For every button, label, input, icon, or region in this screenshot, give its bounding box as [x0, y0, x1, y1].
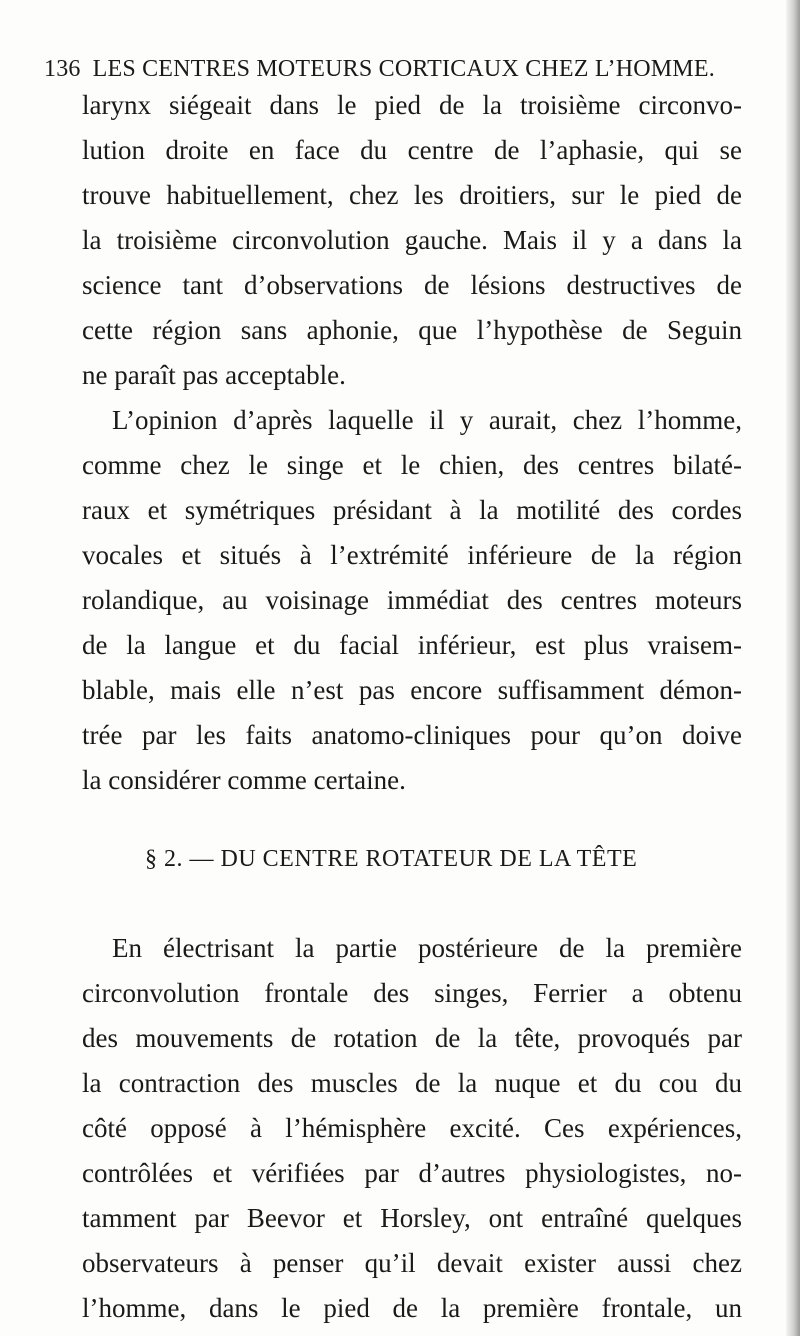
- text-line: comme chez le singe et le chien, des centres bilaté-: [82, 450, 742, 480]
- page-edge-shadow: [786, 0, 800, 1336]
- text-line: la contraction des muscles de la nuque et du cou du: [82, 1068, 742, 1098]
- text-line: rolandique, au voisinage immédiat des centres moteurs: [82, 585, 742, 615]
- text-line: L’opinion d’après laquelle il y aurait, chez l’homme,: [112, 405, 742, 435]
- text-line: trée par les faits anatomo-cliniques pour qu’on doive: [82, 720, 742, 750]
- page-number: 136: [44, 56, 81, 82]
- text-line: raux et symétriques présidant à la motilité des cordes: [82, 495, 742, 525]
- text-line: tamment par Beevor et Horsley, ont entraîné quelques: [82, 1203, 742, 1233]
- text-line: circonvolution frontale des singes, Ferrier a obtenu: [82, 978, 742, 1008]
- running-header: [44, 56, 744, 83]
- text-line: observateurs à penser qu’il devait exister aussi chez: [82, 1248, 742, 1278]
- text-line: des mouvements de rotation de la tête, provoqués par: [82, 1023, 742, 1053]
- text-line: vocales et situés à l’extrémité inférieure de la région: [82, 540, 742, 570]
- text-line: En électrisant la partie postérieure de la première: [112, 933, 742, 963]
- text-line: cette région sans aphonie, que l’hypothèse de Seguin: [82, 315, 742, 345]
- text-line: côté opposé à l’hémisphère excité. Ces expériences,: [82, 1113, 742, 1143]
- text-line: science tant d’observations de lésions destructives de: [82, 270, 742, 300]
- text-line: larynx siégeait dans le pied de la troisième circonvo-: [82, 90, 742, 120]
- text-line: lution droite en face du centre de l’aphasie, qui se: [82, 135, 742, 165]
- text-line: l’homme, dans le pied de la première frontale, un: [82, 1293, 742, 1323]
- text-line: contrôlées et vérifiées par d’autres physiologistes, no-: [82, 1158, 742, 1188]
- running-title: LES CENTRES MOTEURS CORTICAUX CHEZ L’HOMME.: [92, 56, 715, 82]
- text-line: ne paraît pas acceptable.: [82, 360, 346, 390]
- text-line: la considérer comme certaine.: [82, 765, 406, 795]
- text-line: blable, mais elle n’est pas encore suffisamment démon-: [82, 675, 742, 705]
- text-line: de la langue et du facial inférieur, est plus vraisem-: [82, 630, 742, 660]
- text-line: la troisième circonvolution gauche. Mais il y a dans la: [82, 225, 742, 255]
- section-heading: § 2. — DU CENTRE ROTATEUR DE LA TÊTE: [145, 846, 638, 872]
- text-line: trouve habituellement, chez les droitiers, sur le pied de: [82, 180, 742, 210]
